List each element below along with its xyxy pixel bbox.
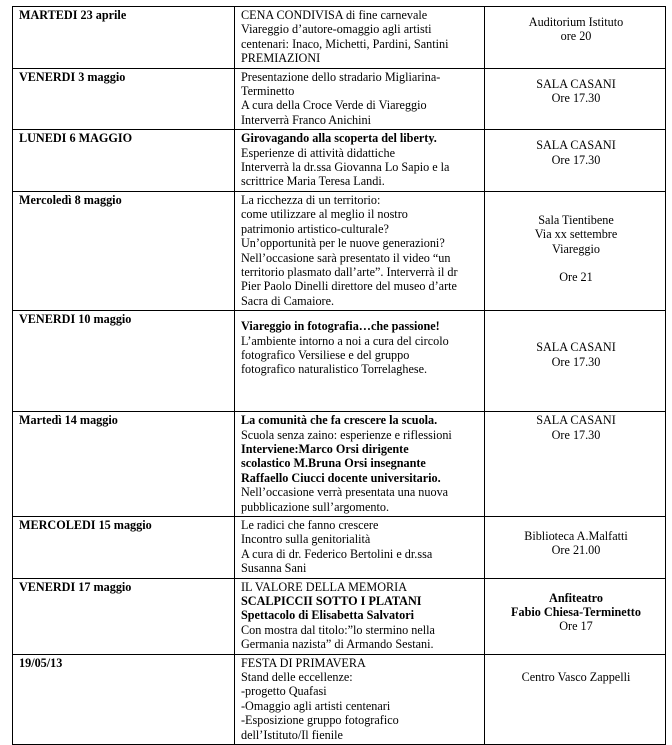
event-description [235, 191, 485, 310]
desc-line: fotografico naturalistico Torrelaghese. [241, 362, 428, 377]
venue-line: Sala Tientibene [538, 212, 614, 227]
event-description [235, 516, 485, 578]
event-date: VENERDI 17 maggio [13, 578, 235, 654]
venue-line: SALA CASANI [536, 138, 616, 153]
event-description [235, 578, 485, 654]
table-row [13, 130, 666, 192]
table-row [13, 578, 666, 654]
venue-line: Ore 17.30 [551, 91, 601, 106]
desc-line: -progetto Quafasi [241, 684, 327, 699]
event-date: LUNEDI 6 MAGGIO [13, 130, 235, 192]
desc-line: come utilizzare al meglio il nostro [241, 207, 408, 222]
venue-line: SALA CASANI [536, 340, 616, 355]
event-date: MERCOLEDI 15 maggio [13, 516, 235, 578]
event-date: VENERDI 10 maggio [13, 311, 235, 412]
venue-line: SALA CASANI [536, 413, 616, 428]
desc-line: Sacra di Camaiore. [241, 293, 335, 308]
desc-line: Interviene:Marco Orsi dirigente [241, 441, 409, 456]
venue-line: Anfiteatro [549, 590, 603, 605]
venue-line: Ore 17.30 [551, 354, 601, 369]
event-venue [485, 130, 666, 192]
venue-line: Centro Vasco Zappelli [521, 669, 631, 684]
desc-line: Le radici che fanno crescere [241, 517, 379, 532]
desc-line: La comunità che fa crescere la scuola. [241, 413, 438, 428]
event-description [235, 68, 485, 130]
desc-line: Pier Paolo Dinelli direttore del museo d’arte [241, 279, 457, 294]
desc-line: Un’opportunità per le nuove generazioni? [241, 236, 445, 251]
table-row [13, 412, 666, 517]
event-date: Mercoledì 8 maggio [13, 191, 235, 310]
desc-line: IL VALORE DELLA MEMORIA [241, 579, 407, 594]
desc-line: Esperienze di attività didattiche [241, 145, 395, 160]
venue-line: Ore 17 [559, 619, 593, 634]
venue-line: Ore 17.30 [551, 152, 601, 167]
event-venue [485, 7, 666, 69]
venue-line: Ore 17.30 [551, 427, 601, 442]
venue-line: Viareggio [552, 241, 600, 256]
venue-line: Auditorium Istituto [528, 15, 624, 29]
event-date: VENERDI 3 maggio [13, 68, 235, 130]
desc-line: A cura della Croce Verde di Viareggio [241, 98, 427, 113]
event-description [235, 130, 485, 192]
desc-line: Spettacolo di Elisabetta Salvatori [241, 608, 414, 623]
desc-line: -Omaggio agli artisti centenari [241, 698, 391, 713]
desc-line: Girovagando alla scoperta del liberty. [241, 131, 437, 146]
venue-line: SALA CASANI [536, 76, 616, 91]
venue-line: Via xx settembre [534, 227, 618, 242]
event-venue [485, 191, 666, 310]
desc-line: Scuola senza zaino: esperienze e riflessioni [241, 427, 452, 442]
desc-line: Nell’occasione sarà presentato il video “un [241, 250, 451, 265]
desc-line: Incontro sulla genitorialità [241, 532, 371, 547]
desc-line: Nell’occasione verrà presentata una nuova [241, 485, 449, 500]
desc-line: A cura di dr. Federico Bertolini e dr.ssa [241, 546, 433, 561]
desc-line: dell’Istituto/Il fienile [241, 727, 343, 742]
venue-line: Ore 21 [559, 270, 593, 285]
event-schedule-table [12, 6, 666, 745]
event-description [235, 311, 485, 412]
event-venue [485, 516, 666, 578]
desc-line: Terminetto [241, 84, 295, 99]
desc-line: PREMIAZIONI [241, 51, 321, 66]
desc-line: scrittrice Maria Teresa Landi. [241, 174, 385, 189]
desc-line: territorio plasmato dall’arte”. Interverrà il dr [241, 264, 458, 279]
desc-line: La ricchezza di un territorio: [241, 192, 381, 207]
desc-line: Stand delle eccellenze: [241, 670, 353, 685]
event-venue [485, 311, 666, 412]
desc-line: Raffaello Ciucci docente universitario. [241, 470, 441, 485]
event-date: 19/05/13 [13, 654, 235, 744]
event-venue [485, 412, 666, 517]
desc-line: Interverrà Franco Anichini [241, 112, 371, 127]
venue-line: Biblioteca A.Malfatti [524, 528, 628, 543]
table-row [13, 311, 666, 412]
desc-line: patrimonio artistico-culturale? [241, 221, 389, 236]
table-row [13, 654, 666, 744]
desc-line: Interverrà la dr.ssa Giovanna Lo Sapio e la [241, 160, 450, 175]
desc-line: scolastico M.Bruna Orsi insegnante [241, 456, 426, 471]
desc-line: Susanna Sani [241, 561, 307, 576]
desc-line: pubblicazione sull’argomento. [241, 499, 390, 514]
desc-line: fotografico Versiliese e del gruppo [241, 347, 410, 362]
desc-line: centenari: Inaco, Michetti, Pardini, Santini [241, 36, 449, 51]
desc-line: Viareggio d’autore-omaggio agli artisti [241, 22, 432, 37]
table-row [13, 7, 666, 69]
desc-line: Presentazione dello stradario Migliarina- [241, 69, 441, 84]
desc-line: SCALPICCII SOTTO I PLATANI [241, 594, 422, 608]
venue-line: Fabio Chiesa-Terminetto [511, 605, 641, 619]
desc-line: Viareggio in fotografia…che passione! [241, 319, 440, 334]
desc-line: Con mostra dal titolo:”lo stermino nella [241, 622, 435, 637]
table-row [13, 516, 666, 578]
event-venue [485, 654, 666, 744]
desc-line: CENA CONDIVISA di fine carnevale [241, 8, 428, 22]
desc-line: L’ambiente intorno a noi a cura del circolo [241, 333, 449, 348]
desc-line: Germania nazista” di Armando Sestani. [241, 637, 434, 652]
event-date: MARTEDI 23 aprile [13, 7, 235, 69]
venue-line: Ore 21.00 [551, 543, 601, 558]
table-row [13, 68, 666, 130]
event-description [235, 7, 485, 69]
desc-line: FESTA DI PRIMAVERA [241, 655, 366, 670]
venue-line: ore 20 [560, 29, 592, 44]
event-venue [485, 68, 666, 130]
event-description [235, 654, 485, 744]
event-venue [485, 578, 666, 654]
event-date: Martedì 14 maggio [13, 412, 235, 517]
desc-line: -Esposizione gruppo fotografico [241, 713, 399, 728]
venue-line [491, 256, 661, 270]
table-row [13, 191, 666, 310]
event-description [235, 412, 485, 517]
